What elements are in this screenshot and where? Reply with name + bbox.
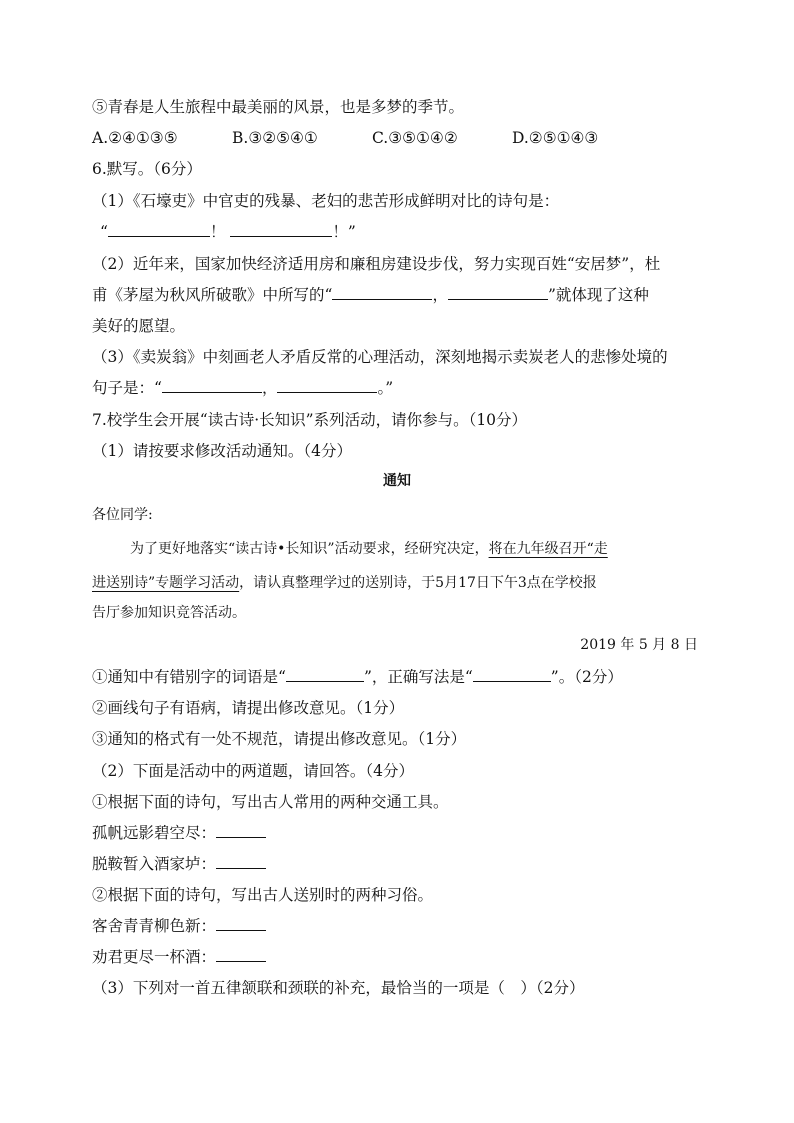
- question-6-1: （1）《石壕吏》中官吏的残暴、老妇的悲苦形成鲜明对比的诗句是：: [92, 192, 560, 210]
- answer-blank[interactable]: [216, 854, 266, 869]
- notice-paragraph-line-3: 告厅参加知识竞答活动。: [92, 605, 246, 621]
- question-6-1-blanks: “ ！ ！”: [100, 223, 356, 241]
- option-b: B.③②⑤④①: [232, 129, 318, 147]
- option-line-5: ⑤青春是人生旅程中最美丽的风景，也是多梦的季节。: [92, 98, 465, 116]
- question-6-3-blanks: 句子是：“ ， 。”: [92, 379, 394, 397]
- answer-blank[interactable]: [216, 947, 266, 962]
- option-c: C.③⑤①④②: [372, 129, 458, 147]
- answer-options: [92, 127, 598, 149]
- question-7-1-2: ②画线句子有语病，请提出修改意见。（1分）: [92, 699, 405, 717]
- question-6-3: （3）《卖炭翁》中刻画老人矛盾反常的心理活动，深刻地揭示卖炭老人的悲惨处境的: [92, 348, 668, 366]
- question-6-2-end: 美好的愿望。: [92, 317, 186, 335]
- poem-line-3: 客舍青青柳色新：: [92, 915, 266, 937]
- notice-date: 2019 年 5 月 8 日: [580, 637, 698, 653]
- question-7: 7.校学生会开展“读古诗·长知识”系列活动，请你参与。（10分）: [92, 411, 528, 429]
- poem-line-4: 劝君更尽一杯酒：: [92, 946, 266, 968]
- question-7-2: （2）下面是活动中的两道题，请回答。（4分）: [92, 762, 414, 780]
- answer-blank[interactable]: [286, 667, 364, 682]
- question-6: 6.默写。（6分）: [92, 160, 202, 178]
- notice-paragraph-line-1: 为了更好地落实“读古诗•长知识”活动要求，经研究决定，将在九年级召开“走: [130, 541, 608, 557]
- answer-blank[interactable]: [216, 823, 266, 838]
- question-7-2-2: ②根据下面的诗句，写出古人送别时的两种习俗。: [92, 886, 434, 904]
- answer-blank[interactable]: [162, 378, 262, 393]
- notice-greeting: 各位同学:: [92, 507, 153, 523]
- answer-blank[interactable]: [332, 285, 432, 300]
- underlined-sentence: 进送别诗”专题学习活动: [92, 575, 240, 591]
- notice-paragraph-line-2: 进送别诗”专题学习活动，请认真整理学过的送别诗，于5月17日下午3点在学校报: [92, 575, 597, 591]
- question-6-2: （2）近年来，国家加快经济适用房和廉租房建设步伐，努力实现百姓“安居梦”，杜: [92, 255, 661, 273]
- underlined-sentence: 将在九年级召开“走: [488, 541, 608, 557]
- question-7-1: （1）请按要求修改活动通知。（4分）: [92, 442, 352, 460]
- answer-blank[interactable]: [216, 916, 266, 931]
- question-7-2-1: ①根据下面的诗句，写出古人常用的两种交通工具。: [92, 793, 449, 811]
- question-7-3: （3）下列对一首五律颔联和颈联的补充，最恰当的一项是（ ）（2分）: [92, 979, 585, 997]
- option-a: A.②④①③⑤: [92, 129, 178, 147]
- question-7-1-1: ①通知中有错别字的词语是“ ”，正确写法是“ ”。（2分）: [92, 668, 623, 686]
- answer-blank[interactable]: [473, 667, 551, 682]
- question-6-2-blanks: 甫《茅屋为秋风所破歌》中所写的“ ， ”就体现了这种: [92, 286, 649, 304]
- answer-blank[interactable]: [108, 222, 210, 237]
- answer-blank[interactable]: [277, 378, 377, 393]
- answer-blank[interactable]: [230, 222, 332, 237]
- question-7-1-3: ③通知的格式有一处不规范，请提出修改意见。（1分）: [92, 730, 467, 748]
- option-d: D.②⑤①④③: [512, 129, 599, 147]
- notice-title: 通知: [383, 473, 411, 489]
- poem-line-2: 脱鞍暂入酒家垆：: [92, 853, 266, 875]
- answer-blank[interactable]: [448, 285, 548, 300]
- poem-line-1: 孤帆远影碧空尽：: [92, 822, 266, 844]
